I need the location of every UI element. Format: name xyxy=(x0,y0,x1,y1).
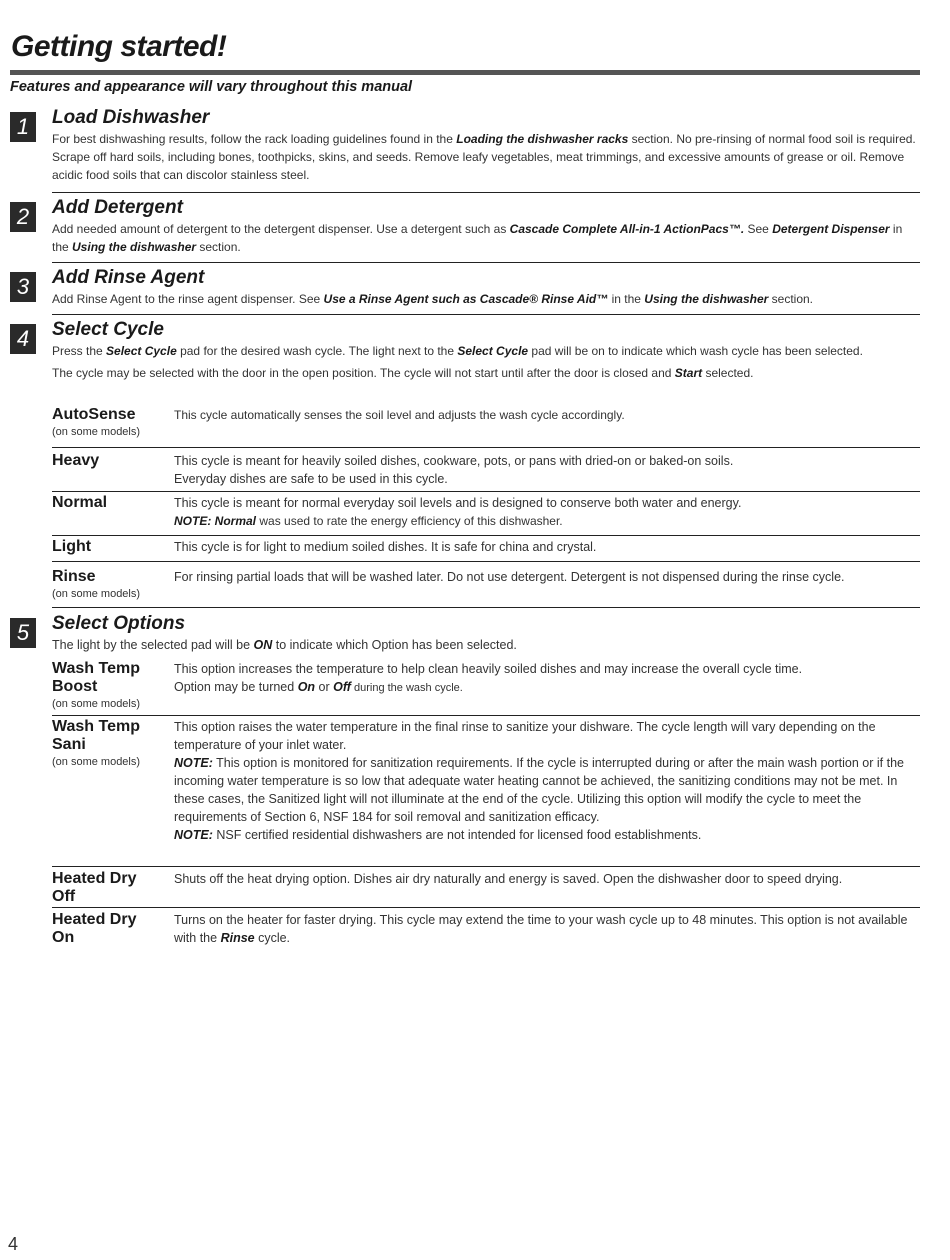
divider xyxy=(52,907,920,908)
option-label: Wash Temp Boost (on some models) xyxy=(52,660,141,710)
cycle-description: This cycle automatically senses the soil level and adjusts the wash cycle accordingly. xyxy=(174,408,625,422)
divider xyxy=(52,192,920,193)
option-description: Shuts off the heat drying option. Dishes air dry naturally and energy is saved. Open the dishwasher door to speed drying. xyxy=(174,872,843,886)
divider xyxy=(52,607,920,608)
divider xyxy=(52,262,920,263)
cycle-description: For rinsing partial loads that will be washed later. Do not use detergent. Detergent is not dispensed during the rinse cycle. xyxy=(174,570,845,584)
page-subtitle: Features and appearance will vary throughout this manual xyxy=(10,79,413,95)
option-description: Turns on the heater for faster drying. This cycle may extend the time to your wash cycle up to 48 minutes. This option is not available with the Rinse cycle. xyxy=(174,913,908,945)
step-text: Press the Select Cycle pad for the desired wash cycle. The light next to the Select Cycle pad will be on to indicate which wash cycle has been selected. xyxy=(52,344,863,358)
page-title: Getting started! xyxy=(11,30,227,63)
divider xyxy=(52,491,920,492)
step-title: Add Rinse Agent xyxy=(52,267,205,288)
cycle-label: Heavy xyxy=(52,452,100,469)
cycle-label: AutoSense (on some models) xyxy=(52,406,141,438)
option-label: Heated Dry Off xyxy=(52,870,137,905)
step-title: Select Cycle xyxy=(52,319,164,340)
cycle-description: This cycle is meant for normal everyday soil levels and is designed to conserve both water and energy. NOTE: Normal was used to rate the energy efficiency of this dishwasher. xyxy=(174,496,742,528)
cycle-description: This cycle is meant for heavily soiled dishes, cookware, pots, or pans with dried-on or baked-on soils. Everyday dishes are safe to be used in this cycle. xyxy=(174,454,734,486)
cycle-description: This cycle is for light to medium soiled dishes. It is safe for china and crystal. xyxy=(174,540,597,554)
divider xyxy=(52,866,920,867)
divider xyxy=(52,535,920,536)
step-title: Select Options xyxy=(52,613,186,634)
step-number-badge: 3 xyxy=(10,272,36,302)
cycle-label: Normal xyxy=(52,494,108,511)
step-number-badge: 2 xyxy=(10,202,36,232)
step-text: Add Rinse Agent to the rinse agent dispenser. See Use a Rinse Agent such as Cascade® Rinse Aid™ in the Using the dishwasher section. xyxy=(52,292,814,306)
step-text: The cycle may be selected with the door in the open position. The cycle will not start until after the door is closed and Start selected. xyxy=(52,366,754,380)
title-rule xyxy=(10,70,920,75)
option-description: This option increases the temperature to help clean heavily soiled dishes and may increase the overall cycle time. Option may be turned On or Off during the wash cycle. xyxy=(174,662,803,694)
option-label: Wash Temp Sani (on some models) xyxy=(52,718,141,768)
cycle-label: Light xyxy=(52,538,92,555)
cycle-label: Rinse (on some models) xyxy=(52,568,141,600)
step-title: Add Detergent xyxy=(52,197,183,218)
divider xyxy=(52,715,920,716)
option-label: Heated Dry On xyxy=(52,911,137,946)
page-number: 4 xyxy=(8,1234,19,1254)
step-title: Load Dishwasher xyxy=(52,107,210,128)
step-text: For best dishwashing results, follow the rack loading guidelines found in the Loading the dishwasher racks section. No pre-rinsing of normal food soil is required. Scrape off hard soils, including bones, toothpicks, skins, and seeds. Remove leafy vegetables, meat trimmings, and excessive amounts of grease or oil. Remove acidic food soils that can discolor stainless steel. xyxy=(52,132,916,182)
step-number-badge: 5 xyxy=(10,618,36,648)
divider xyxy=(52,314,920,315)
step-text: Add needed amount of detergent to the detergent dispenser. Use a detergent such as Cascade Complete All-in-1 ActionPacs™. See Detergent Dispenser in the Using the dishwasher section. xyxy=(52,222,903,254)
divider xyxy=(52,561,920,562)
step-number-badge: 4 xyxy=(10,324,36,354)
step-number-badge: 1 xyxy=(10,112,36,142)
option-description: This option raises the water temperature in the final rinse to sanitize your dishware. The cycle length will vary depending on the temperature of your inlet water. NOTE: This option is monitored for sanitization requirements. If the cycle is interrupted during or after the main wash portion or if the incoming water temperature is so low that adequate water heating cannot be achieved, the sanitizing conditions may not be met. In these cases, the Sanitized light will not illuminate at the end of the cycle. Utilizing this option will modify the cycle to meet the requirements of Section 6, NSF 184 for soil removal and sanitization efficacy. NOTE: NSF certified residential dishwashers are not intended for licensed food establishments. xyxy=(174,720,904,842)
divider xyxy=(52,447,920,448)
step-text: The light by the selected pad will be ON to indicate which Option has been selected. xyxy=(52,638,517,652)
